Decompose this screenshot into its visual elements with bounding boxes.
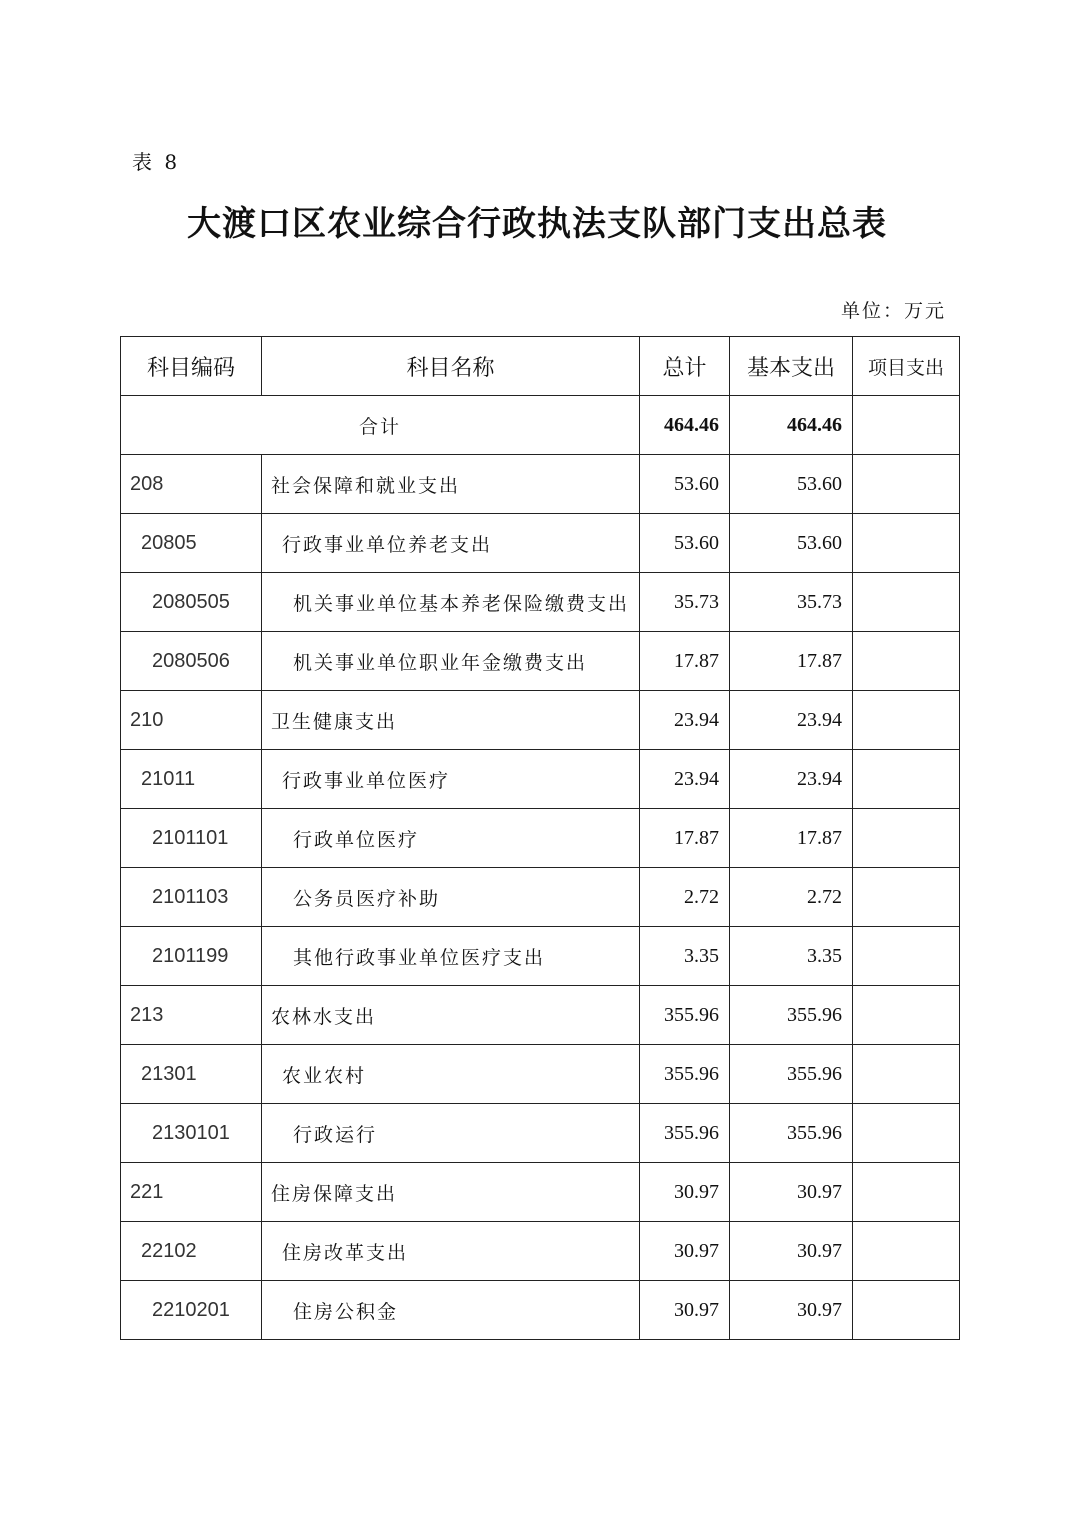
row-project xyxy=(853,1222,960,1281)
total-label: 合计 xyxy=(121,396,640,455)
total-basic: 464.46 xyxy=(730,396,853,455)
total-sum: 464.46 xyxy=(640,396,730,455)
row-basic: 35.73 xyxy=(730,573,853,632)
row-basic: 355.96 xyxy=(730,1045,853,1104)
table-row xyxy=(121,750,960,809)
header-code: 科目编码 xyxy=(121,337,262,396)
row-code: 2210201 xyxy=(121,1281,262,1340)
row-basic: 17.87 xyxy=(730,632,853,691)
table-row xyxy=(121,927,960,986)
row-code: 208 xyxy=(121,455,262,514)
row-project xyxy=(853,691,960,750)
row-basic: 2.72 xyxy=(730,868,853,927)
row-project xyxy=(853,868,960,927)
table-row xyxy=(121,986,960,1045)
row-basic: 30.97 xyxy=(730,1222,853,1281)
row-name: 行政事业单位养老支出 xyxy=(262,514,640,573)
unit-label: 单位：万元 xyxy=(840,300,946,322)
row-project xyxy=(853,455,960,514)
row-code: 2080505 xyxy=(121,573,262,632)
table-row xyxy=(121,1163,960,1222)
table-row xyxy=(121,1281,960,1340)
row-code: 20805 xyxy=(121,514,262,573)
row-basic: 53.60 xyxy=(730,455,853,514)
row-project xyxy=(853,927,960,986)
row-code: 21301 xyxy=(121,1045,262,1104)
row-basic: 30.97 xyxy=(730,1281,853,1340)
row-name: 机关事业单位职业年金缴费支出 xyxy=(262,632,640,691)
row-project xyxy=(853,632,960,691)
row-name: 公务员医疗补助 xyxy=(262,868,640,927)
table-row xyxy=(121,1045,960,1104)
row-code: 21011 xyxy=(121,750,262,809)
header-project: 项目支出 xyxy=(853,337,960,396)
row-name: 住房保障支出 xyxy=(262,1163,640,1222)
row-project xyxy=(853,1045,960,1104)
table-row xyxy=(121,1222,960,1281)
row-total: 35.73 xyxy=(640,573,730,632)
row-total: 355.96 xyxy=(640,986,730,1045)
table-header-row xyxy=(121,337,960,396)
table-number: 表 8 xyxy=(132,150,181,174)
row-name: 住房改革支出 xyxy=(262,1222,640,1281)
row-total: 355.96 xyxy=(640,1104,730,1163)
row-name: 农林水支出 xyxy=(262,986,640,1045)
header-total: 总计 xyxy=(640,337,730,396)
row-total: 3.35 xyxy=(640,927,730,986)
row-total: 23.94 xyxy=(640,750,730,809)
total-project xyxy=(853,396,960,455)
row-total: 23.94 xyxy=(640,691,730,750)
table-row xyxy=(121,455,960,514)
row-code: 2080506 xyxy=(121,632,262,691)
row-basic: 23.94 xyxy=(730,750,853,809)
table-row xyxy=(121,514,960,573)
row-project xyxy=(853,809,960,868)
header-name: 科目名称 xyxy=(262,337,640,396)
row-total: 2.72 xyxy=(640,868,730,927)
row-project xyxy=(853,573,960,632)
row-project xyxy=(853,514,960,573)
table-row xyxy=(121,868,960,927)
row-name: 行政运行 xyxy=(262,1104,640,1163)
row-basic: 53.60 xyxy=(730,514,853,573)
page-title: 大渡口区农业综合行政执法支队部门支出总表 xyxy=(187,204,887,244)
row-basic: 23.94 xyxy=(730,691,853,750)
row-project xyxy=(853,750,960,809)
row-code: 2101199 xyxy=(121,927,262,986)
row-name: 卫生健康支出 xyxy=(262,691,640,750)
row-total: 17.87 xyxy=(640,809,730,868)
row-name: 机关事业单位基本养老保险缴费支出 xyxy=(262,573,640,632)
row-code: 210 xyxy=(121,691,262,750)
row-total: 53.60 xyxy=(640,514,730,573)
row-code: 2101103 xyxy=(121,868,262,927)
row-basic: 355.96 xyxy=(730,1104,853,1163)
row-name: 农业农村 xyxy=(262,1045,640,1104)
expenditure-table xyxy=(120,336,960,1340)
row-project xyxy=(853,1104,960,1163)
row-project xyxy=(853,986,960,1045)
table-row xyxy=(121,573,960,632)
row-total: 30.97 xyxy=(640,1163,730,1222)
table-row xyxy=(121,691,960,750)
row-basic: 17.87 xyxy=(730,809,853,868)
row-code: 2130101 xyxy=(121,1104,262,1163)
header-basic: 基本支出 xyxy=(730,337,853,396)
row-total: 17.87 xyxy=(640,632,730,691)
row-code: 22102 xyxy=(121,1222,262,1281)
row-total: 53.60 xyxy=(640,455,730,514)
row-code: 221 xyxy=(121,1163,262,1222)
row-name: 行政单位医疗 xyxy=(262,809,640,868)
row-basic: 355.96 xyxy=(730,986,853,1045)
row-code: 213 xyxy=(121,986,262,1045)
row-name: 社会保障和就业支出 xyxy=(262,455,640,514)
row-basic: 3.35 xyxy=(730,927,853,986)
row-project xyxy=(853,1163,960,1222)
row-code: 2101101 xyxy=(121,809,262,868)
table-row xyxy=(121,632,960,691)
total-row xyxy=(121,396,960,455)
table-row xyxy=(121,809,960,868)
table-row xyxy=(121,1104,960,1163)
row-name: 其他行政事业单位医疗支出 xyxy=(262,927,640,986)
row-project xyxy=(853,1281,960,1340)
row-total: 30.97 xyxy=(640,1281,730,1340)
row-total: 355.96 xyxy=(640,1045,730,1104)
row-name: 住房公积金 xyxy=(262,1281,640,1340)
row-name: 行政事业单位医疗 xyxy=(262,750,640,809)
row-total: 30.97 xyxy=(640,1222,730,1281)
row-basic: 30.97 xyxy=(730,1163,853,1222)
